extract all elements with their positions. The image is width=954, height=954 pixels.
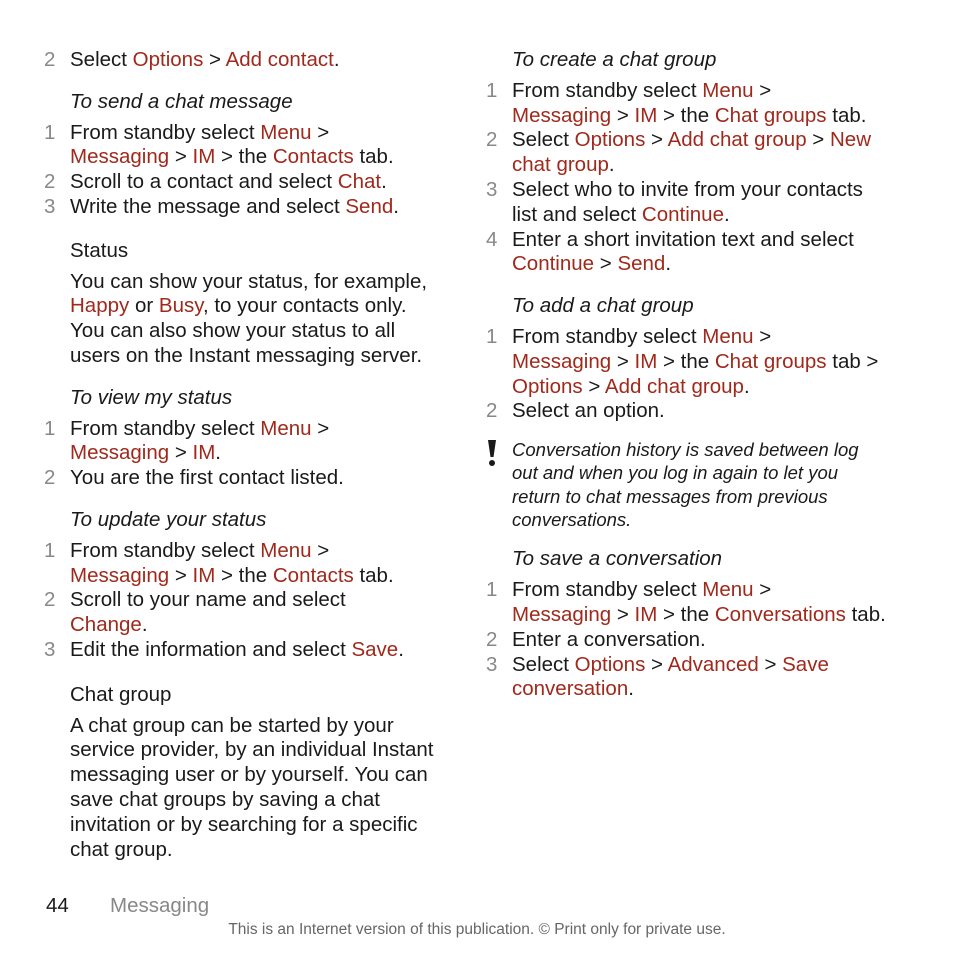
step — [486, 653, 886, 703]
step — [44, 466, 444, 491]
heading-chat-group: Chat group — [70, 682, 172, 706]
step-number: 2 — [486, 399, 498, 423]
menu-term: New chat group — [512, 128, 871, 177]
menu-term: Continue — [641, 202, 724, 226]
step-text: Select an option. — [512, 399, 665, 423]
step-text: Select — [512, 652, 575, 676]
step-number: 1 — [486, 78, 498, 102]
para-text: or — [129, 294, 159, 318]
step-number: 1 — [486, 324, 498, 348]
separator: > — [311, 538, 330, 562]
punctuation: . — [665, 252, 672, 276]
menu-term: Conversations — [714, 602, 846, 626]
separator: > — [169, 563, 193, 587]
menu-term: Options — [512, 374, 583, 398]
menu-term: IM — [634, 602, 658, 626]
step-text: Write the message and select — [70, 194, 346, 218]
step-text: > the — [215, 563, 273, 587]
menu-term: Send — [617, 252, 666, 276]
menu-term: Continue — [512, 252, 595, 276]
menu-term: Chat — [337, 170, 382, 194]
separator: > — [758, 652, 783, 676]
step — [44, 417, 444, 467]
step — [486, 178, 886, 228]
para-text: You can show your status, for example, — [70, 269, 428, 293]
status-paragraph — [70, 270, 444, 369]
warning-icon — [486, 438, 512, 531]
punctuation: . — [723, 202, 730, 226]
step-text: tab. — [826, 103, 867, 127]
menu-term: Options — [574, 128, 646, 152]
separator: > — [753, 324, 772, 348]
section-title: Messaging — [110, 894, 210, 917]
menu-term: IM — [192, 563, 216, 587]
menu-term: Send — [345, 194, 394, 218]
punctuation: . — [333, 48, 340, 71]
step-text: tab. — [353, 145, 394, 169]
menu-term: Add chat group — [604, 374, 744, 398]
step-number: 2 — [486, 627, 498, 651]
punctuation: . — [393, 194, 399, 218]
separator: > — [169, 441, 193, 465]
chat-group-paragraph: A chat group can be started by your service provider, by an individual Instant messaging user or by yourself. You can save chat groups by saving a chat invitation or by searching for a specific chat group. — [70, 713, 434, 861]
step-text: Scroll to your name and select — [70, 588, 346, 612]
step — [44, 638, 444, 663]
menu-term: Menu — [702, 324, 754, 348]
menu-term: Messaging — [70, 563, 170, 587]
step — [44, 170, 444, 195]
heading-view-status: To view my status — [70, 385, 233, 409]
menu-term: Options — [574, 652, 646, 676]
step-number: 3 — [486, 177, 498, 201]
menu-term: Menu — [702, 578, 754, 602]
para-text: , to your contacts only. You can also show your status to all users on the Instant messaging server. — [70, 294, 423, 367]
menu-term: Menu — [702, 78, 754, 102]
note-text: Conversation history is saved between log out and when you log in again to let you return to chat messages from previous conversations. — [512, 439, 859, 531]
step — [486, 128, 886, 178]
footer-notice: This is an Internet version of this publication. © Print only for private use. — [228, 921, 726, 938]
menu-term: Menu — [260, 416, 312, 440]
separator: > — [611, 103, 635, 127]
menu-term: Messaging — [70, 441, 170, 465]
step-text: Enter a conversation. — [512, 627, 706, 651]
separator: > — [203, 48, 226, 71]
note-box — [486, 438, 886, 531]
status-term-busy: Busy — [158, 294, 203, 318]
step-text: From standby select — [512, 578, 703, 602]
menu-term: Chat groups — [714, 103, 827, 127]
menu-term: Messaging — [512, 349, 612, 373]
step-number: 1 — [44, 538, 56, 562]
left-column — [44, 48, 444, 862]
step-text: > the — [657, 349, 715, 373]
status-term-happy: Happy — [70, 294, 130, 318]
separator: > — [753, 578, 772, 602]
separator: > — [169, 145, 193, 169]
step — [486, 628, 886, 653]
step-number: 2 — [44, 466, 56, 490]
step-number: 1 — [44, 416, 56, 440]
step-number: 1 — [486, 578, 498, 602]
punctuation: . — [608, 153, 615, 177]
heading-create-chat-group: To create a chat group — [512, 48, 717, 71]
menu-term: Save conversation — [512, 652, 829, 701]
step-number: 1 — [44, 120, 56, 144]
menu-term: Menu — [260, 538, 312, 562]
step — [486, 228, 886, 278]
menu-term: Menu — [260, 120, 312, 144]
punctuation: . — [381, 170, 387, 194]
step — [486, 399, 886, 424]
step-number: 2 — [44, 170, 56, 194]
menu-term: Messaging — [512, 103, 612, 127]
separator: > — [311, 120, 330, 144]
step-text: Edit the information and select — [70, 637, 352, 661]
menu-term: Contacts — [272, 145, 354, 169]
step-text: From standby select — [70, 538, 261, 562]
step — [44, 195, 444, 220]
step-text: Scroll to a contact and select — [70, 170, 338, 194]
separator: > — [645, 128, 668, 152]
separator: > — [611, 602, 635, 626]
heading-send-chat-message: To send a chat message — [70, 89, 293, 113]
step-number: 3 — [44, 637, 56, 661]
page-number: 44 — [46, 894, 69, 917]
step-text: Enter a short invitation text and select — [512, 227, 854, 251]
heading-save-conversation: To save a conversation — [512, 547, 723, 571]
step-text: Select — [70, 48, 133, 71]
heading-status: Status — [70, 238, 129, 262]
step-number: 2 — [486, 128, 498, 152]
menu-term-options: Options — [132, 48, 204, 71]
menu-term-add-contact: Add contact — [225, 48, 334, 71]
menu-term: Add chat group — [667, 128, 807, 152]
step-text: tab > — [826, 349, 879, 373]
step-text: From standby select — [512, 324, 703, 348]
separator: > — [753, 78, 772, 102]
step-text: Select — [512, 128, 575, 152]
step-number: 3 — [44, 194, 56, 218]
intro-step — [44, 48, 444, 73]
step-number: 2 — [44, 588, 56, 612]
step-text: From standby select — [70, 416, 261, 440]
step-text: > the — [215, 145, 273, 169]
punctuation: . — [398, 637, 404, 661]
step — [44, 121, 444, 171]
menu-term: Advanced — [667, 652, 759, 676]
separator: > — [582, 374, 605, 398]
step-text: Select who to invite from your contacts list and select — [512, 177, 863, 226]
punctuation: . — [743, 374, 750, 398]
separator: > — [311, 416, 330, 440]
step — [44, 588, 444, 638]
step-text: > the — [657, 602, 715, 626]
step-text: > the — [657, 103, 715, 127]
separator: > — [645, 652, 668, 676]
separator: > — [594, 252, 618, 276]
punctuation: . — [628, 677, 634, 701]
separator: > — [611, 349, 635, 373]
heading-update-status: To update your status — [70, 507, 267, 531]
menu-term: Save — [351, 637, 399, 661]
step-number: 3 — [486, 652, 498, 676]
step — [44, 539, 444, 589]
menu-term: IM — [192, 441, 216, 465]
menu-term: Messaging — [70, 145, 170, 169]
step-text: tab. — [845, 602, 886, 626]
step-text: tab. — [353, 563, 394, 587]
step-text: From standby select — [70, 120, 261, 144]
menu-term: IM — [634, 349, 658, 373]
separator: > — [806, 128, 830, 152]
step-text: You are the first contact listed. — [70, 466, 344, 490]
menu-term: Change — [70, 613, 142, 637]
step-number: 2 — [44, 48, 56, 71]
punctuation: . — [215, 441, 221, 465]
menu-term: Chat groups — [714, 349, 827, 373]
step — [486, 325, 886, 399]
menu-term: Contacts — [272, 563, 354, 587]
menu-term: IM — [634, 103, 658, 127]
right-column — [486, 48, 886, 702]
menu-term: IM — [192, 145, 216, 169]
punctuation: . — [141, 613, 148, 637]
step — [486, 79, 886, 129]
step-text: From standby select — [512, 78, 703, 102]
menu-term: Messaging — [512, 602, 612, 626]
step-number: 4 — [486, 227, 498, 251]
heading-add-chat-group: To add a chat group — [512, 294, 694, 318]
step — [486, 578, 886, 628]
